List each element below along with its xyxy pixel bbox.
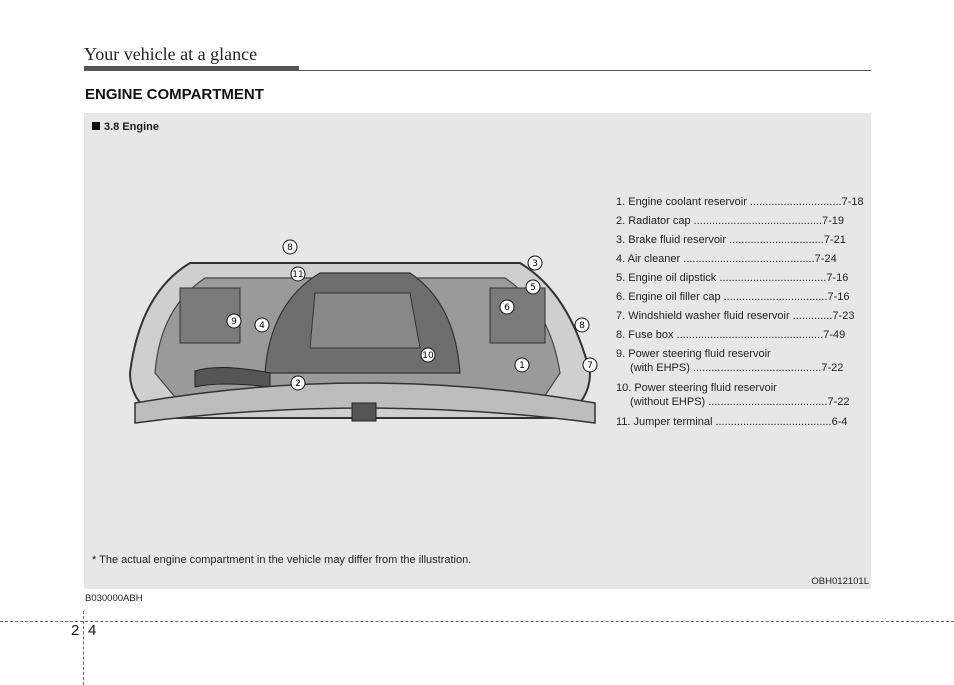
callout-4 [255, 318, 269, 332]
component-legend [616, 195, 864, 434]
svg-text:7: 7 [587, 361, 593, 371]
svg-text:1: 1 [519, 361, 525, 371]
svg-text:11: 11 [292, 270, 304, 280]
callout-10 [421, 348, 435, 362]
callout-5 [526, 280, 540, 294]
legend-item: 9. Power steering fluid reservoir (with EHPS) ..........................................7-22 [616, 348, 844, 374]
legend-item: 7. Windshield washer fluid reservoir .............7-23 [616, 310, 855, 322]
callout-9 [227, 314, 241, 328]
svg-text:10: 10 [422, 351, 434, 361]
header-rule-thin [84, 70, 871, 71]
svg-text:9: 9 [231, 317, 237, 327]
figure-caption-text: 3.8 Engine [104, 121, 160, 133]
svg-text:8: 8 [287, 243, 293, 253]
legend-item: 4. Air cleaner ...........................................7-24 [616, 253, 837, 265]
footer-dashed-divider [83, 611, 84, 685]
callout-8-left [283, 240, 297, 254]
svg-text:3: 3 [532, 259, 538, 269]
svg-text:4: 4 [259, 321, 265, 331]
callout-8-right [575, 318, 589, 332]
svg-text:8: 8 [579, 321, 585, 331]
legend-item: 11. Jumper terminal ......................................6-4 [616, 416, 848, 428]
legend-item: 8. Fuse box ................................................7-49 [616, 329, 846, 341]
figure-footnote: * The actual engine compartment in the vehicle may differ from the illustration. [92, 554, 472, 566]
legend-item: 5. Engine oil dipstick ...................................7-16 [616, 272, 849, 284]
legend-item: 2. Radiator cap ..........................................7-19 [616, 215, 845, 227]
engine-illustration [120, 243, 610, 453]
page-number-chapter: 2 [71, 622, 80, 639]
document-code: B030000ABH [85, 593, 143, 604]
square-bullet-icon [92, 122, 100, 130]
figure-caption [92, 121, 159, 133]
section-title: ENGINE COMPARTMENT [85, 86, 264, 103]
svg-text:2: 2 [295, 379, 301, 389]
callout-2 [291, 376, 305, 390]
page-number-page: 4 [88, 622, 97, 639]
figure-code: OBH012101L [811, 576, 869, 587]
legend-item: 6. Engine oil filler cap ..................................7-16 [616, 291, 850, 303]
callout-11 [291, 267, 305, 281]
callout-6 [500, 300, 514, 314]
figure-panel [84, 113, 871, 589]
callout-1 [515, 358, 529, 372]
legend-item: 1. Engine coolant reservoir ..............................7-18 [616, 196, 864, 208]
svg-text:5: 5 [530, 283, 536, 293]
footer-dashed-rule [0, 621, 954, 622]
callout-3 [528, 256, 542, 270]
legend-item: 10. Power steering fluid reservoir (without EHPS) .......................................7-22 [616, 382, 850, 408]
legend-item: 3. Brake fluid reservoir ...............................7-21 [616, 234, 846, 246]
svg-text:6: 6 [504, 303, 510, 313]
callout-7 [583, 358, 597, 372]
running-header: Your vehicle at a glance [84, 44, 258, 64]
